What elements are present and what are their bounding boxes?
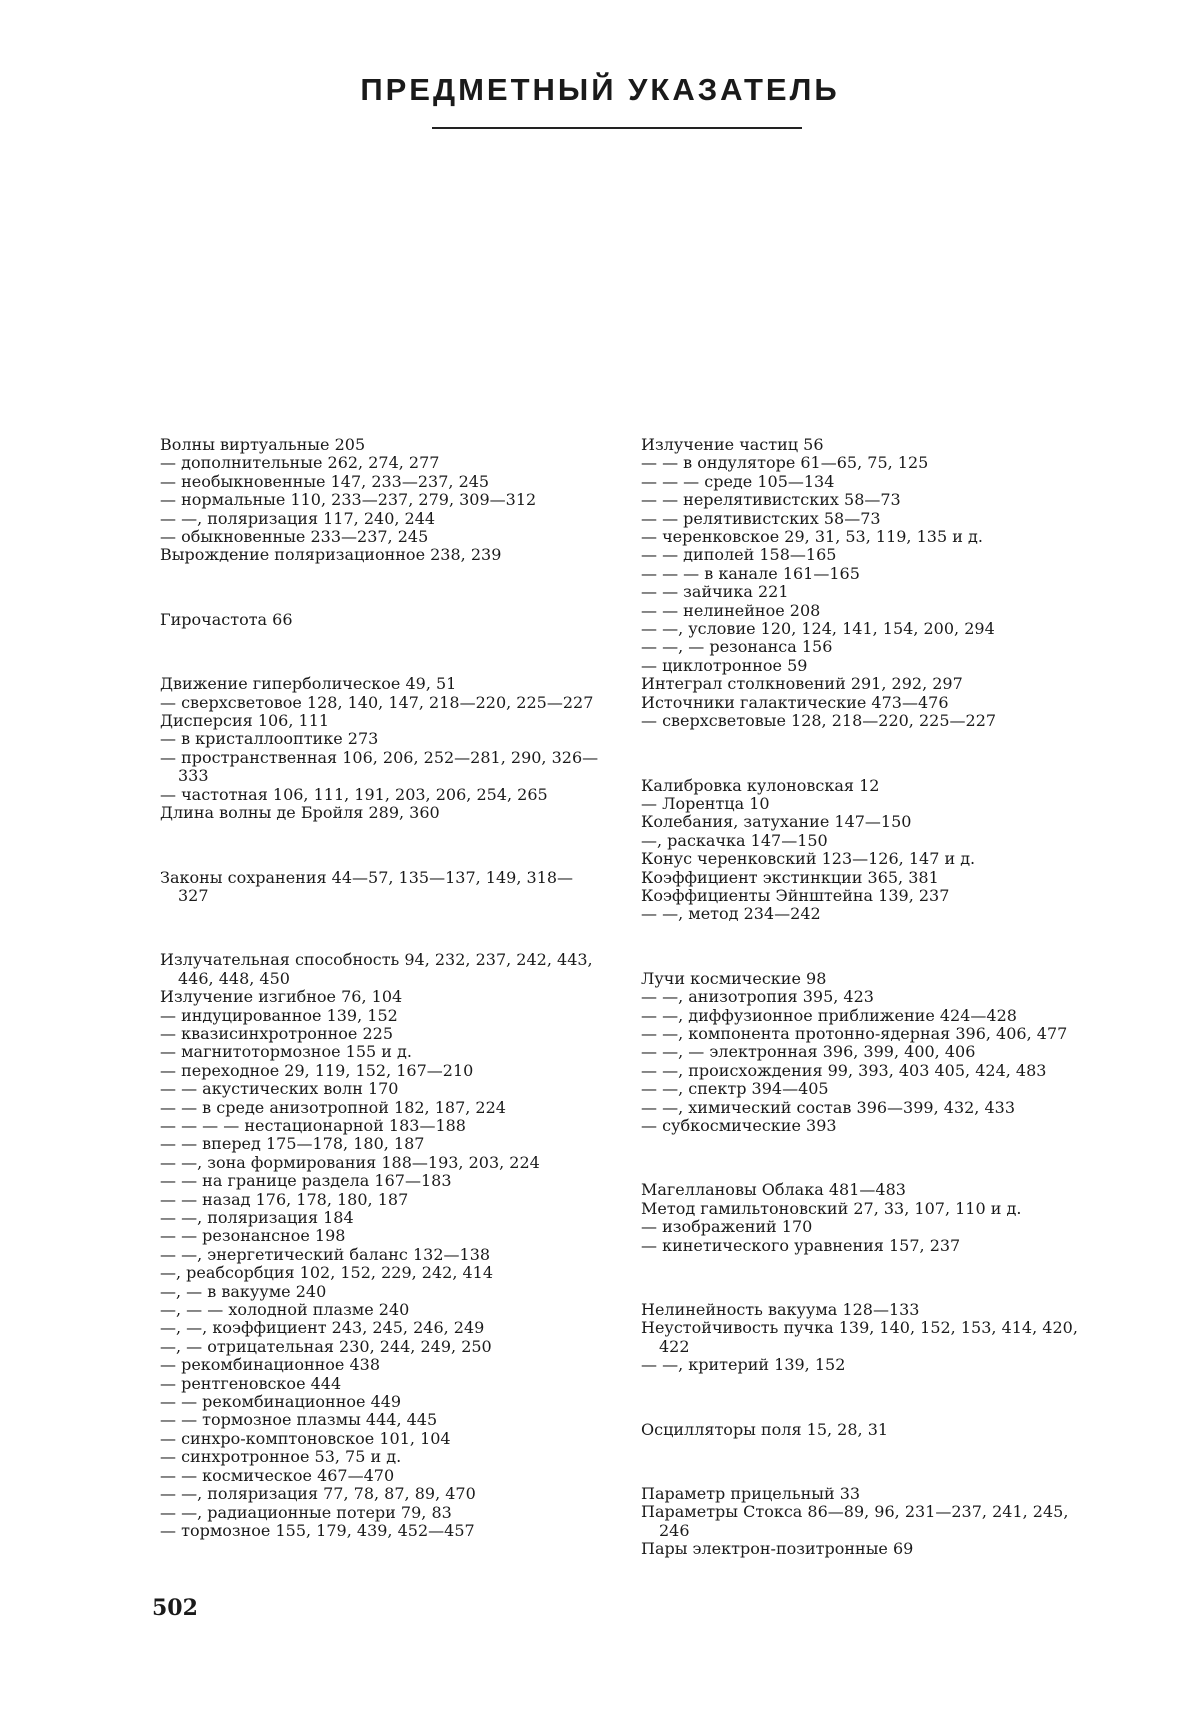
index-entry: — —, — электронная 396, 399, 400, 406 [641, 1042, 976, 1062]
index-entry: — переходное 29, 119, 152, 167—210 [160, 1060, 474, 1080]
index-entry: — — в ондуляторе 61—65, 75, 125 [641, 453, 929, 473]
index-entry: — — резонансное 198 [160, 1226, 346, 1246]
index-entry: Законы сохранения 44—57, 135—137, 149, 318—327 [160, 867, 574, 905]
index-entry: — — релятивистских 58—73 [641, 508, 881, 528]
index-entry: — — рекомбинационное 449 [160, 1392, 402, 1412]
index-entry: Коэффициенты Эйнштейна 139, 237 [641, 885, 950, 905]
index-entry: Параметры Стокса 86—89, 96, 231—237, 241, 245, 246 [641, 1502, 1069, 1540]
index-entry: — —, критерий 139, 152 [641, 1355, 846, 1375]
index-entry: Нелинейность вакуума 128—133 [641, 1300, 920, 1320]
index-entry: — — — — нестационарной 183—188 [160, 1115, 466, 1135]
index-entry: Гирочастота 66 [160, 609, 293, 629]
index-entry: — дополнительные 262, 274, 277 [160, 453, 440, 473]
index-entry: — рентгеновское 444 [160, 1373, 342, 1393]
index-group [160, 869, 600, 906]
index-entry: Пары электрон-позитронные 69 [641, 1539, 914, 1559]
index-entry: Колебания, затухание 147—150 [641, 812, 912, 832]
index-entry: Коэффициент экстинкции 365, 381 [641, 867, 939, 887]
index-entry: Метод гамильтоновский 27, 33, 107, 110 и д. [641, 1198, 1022, 1218]
index-entry: Калибровка кулоновская 12 [641, 775, 880, 795]
index-group [641, 436, 1081, 731]
index-entry: Конус черенковский 123—126, 147 и д. [641, 849, 976, 869]
index-entry: —, раскачка 147—150 [641, 830, 828, 850]
index-entry: Дисперсия 106, 111 [160, 711, 330, 731]
index-group [641, 1485, 1081, 1559]
index-group [160, 436, 600, 565]
index-entry: — субкосмические 393 [641, 1116, 837, 1135]
index-entry: —, — — холодной плазме 240 [160, 1300, 410, 1320]
index-entry: — тормозное 155, 179, 439, 452—457 [160, 1520, 475, 1540]
index-entry: — синхротронное 53, 75 и д. [160, 1447, 402, 1467]
index-entry: — — диполей 158—165 [641, 545, 837, 565]
index-entry: — —, поляризация 77, 78, 87, 89, 470 [160, 1484, 476, 1504]
index-entry: — — нерелятивистских 58—73 [641, 490, 901, 510]
index-entry: — пространственная 106, 206, 252—281, 290, 326—333 [160, 747, 599, 786]
index-entry: — —, энергетический баланс 132—138 [160, 1244, 491, 1264]
index-entry: — — вперед 175—178, 180, 187 [160, 1134, 425, 1154]
index-entry: — Лорентца 10 [641, 793, 770, 813]
index-entry: — обыкновенные 233—237, 245 [160, 527, 429, 547]
index-entry: — —, диффузионное приближение 424—428 [641, 1005, 1017, 1025]
index-entry: — сверхсветовые 128, 218—220, 225—227 [641, 711, 997, 731]
index-entry: — —, поляризация 184 [160, 1208, 354, 1227]
index-group [641, 1181, 1081, 1255]
index-entry: Неустойчивость пучка 139, 140, 152, 153, 414, 420, 422 [641, 1318, 1078, 1356]
index-entry: — —, условие 120, 124, 141, 154, 200, 294 [641, 619, 995, 639]
index-entry: — — на границе раздела 167—183 [160, 1171, 452, 1191]
index-entry: — в кристаллооптике 273 [160, 729, 379, 749]
index-column-left [160, 436, 600, 1540]
page-number: 502 [152, 1595, 198, 1621]
index-entry: Магеллановы Облака 481—483 [641, 1180, 906, 1200]
index-entry: — — космическое 467—470 [160, 1465, 395, 1485]
index-group [160, 951, 600, 1540]
index-entry: — —, спектр 394—405 [641, 1079, 829, 1099]
index-entry: Волны виртуальные 205 [160, 435, 366, 454]
title-rule [432, 127, 802, 129]
index-entry: — —, зона формирования 188—193, 203, 224 [160, 1152, 540, 1172]
index-entry: Осцилляторы поля 15, 28, 31 [641, 1419, 889, 1439]
index-group [641, 777, 1081, 924]
index-entry: — — акустических волн 170 [160, 1079, 399, 1099]
index-entry: — сверхсветовое 128, 140, 147, 218—220, 225—227 [160, 692, 594, 712]
index-entry: Лучи космические 98 [641, 968, 827, 988]
index-group [160, 611, 600, 629]
index-entry: — —, происхождения 99, 393, 403 405, 424, 483 [641, 1060, 1047, 1080]
index-entry: Длина волны де Бройля 289, 360 [160, 803, 440, 823]
index-entry: Излучение изгибное 76, 104 [160, 987, 403, 1007]
index-entry: — — нелинейное 208 [641, 600, 821, 620]
index-entry: — — — среде 105—134 [641, 471, 835, 491]
index-column-right [641, 436, 1081, 1559]
index-entry: — — — в канале 161—165 [641, 563, 860, 583]
index-entry: Излучательная способность 94, 232, 237, 242, 443, 446, 448, 450 [160, 950, 593, 988]
index-group [641, 1301, 1081, 1375]
index-entry: — —, метод 234—242 [641, 904, 821, 924]
index-entry: — — зайчика 221 [641, 582, 789, 602]
index-entry: — —, поляризация 117, 240, 244 [160, 508, 436, 528]
index-entry: — —, радиационные потери 79, 83 [160, 1502, 452, 1522]
index-entry: —, —, коэффициент 243, 245, 246, 249 [160, 1318, 485, 1338]
index-entry: — кинетического уравнения 157, 237 [641, 1235, 961, 1255]
index-entry: — циклотронное 59 [641, 655, 808, 675]
index-entry: —, — отрицательная 230, 244, 249, 250 [160, 1336, 492, 1356]
index-entry: — — тормозное плазмы 444, 445 [160, 1410, 438, 1430]
index-entry: — нормальные 110, 233—237, 279, 309—312 [160, 490, 537, 510]
index-entry: — необыкновенные 147, 233—237, 245 [160, 471, 490, 491]
index-entry: — —, химический состав 396—399, 432, 433 [641, 1097, 1016, 1117]
index-entry: Параметр прицельный 33 [641, 1484, 861, 1504]
index-entry: — синхро-комптоновское 101, 104 [160, 1428, 451, 1448]
index-entry: — магнитотормозное 155 и д. [160, 1042, 412, 1062]
index-entry: — рекомбинационное 438 [160, 1355, 381, 1375]
index-entry: — —, анизотропия 395, 423 [641, 987, 874, 1007]
index-entry: — частотная 106, 111, 191, 203, 206, 254, 265 [160, 784, 548, 804]
index-entry: — —, компонента протонно-ядерная 396, 406, 477 [641, 1023, 1068, 1043]
index-entry: — — назад 176, 178, 180, 187 [160, 1189, 409, 1209]
index-entry: Источники галактические 473—476 [641, 692, 949, 712]
index-entry: — — в среде анизотропной 182, 187, 224 [160, 1097, 506, 1117]
index-group [160, 675, 600, 822]
index-entry: Интеграл столкновений 291, 292, 297 [641, 674, 963, 694]
index-group [641, 1421, 1081, 1439]
index-entry: — квазисинхротронное 225 [160, 1023, 393, 1043]
index-entry: Движение гиперболическое 49, 51 [160, 674, 457, 694]
index-entry: — изображений 170 [641, 1217, 813, 1237]
index-entry: —, — в вакууме 240 [160, 1281, 327, 1301]
index-entry: — индуцированное 139, 152 [160, 1005, 398, 1025]
page-title: ПРЕДМЕТНЫЙ УКАЗАТЕЛЬ [360, 72, 840, 107]
index-entry: Излучение частиц 56 [641, 435, 824, 454]
index-entry: —, реабсорбция 102, 152, 229, 242, 414 [160, 1263, 494, 1283]
index-entry: — —, — резонанса 156 [641, 637, 833, 657]
index-entry: — черенковское 29, 31, 53, 119, 135 и д. [641, 527, 983, 547]
index-entry: Вырождение поляризационное 238, 239 [160, 545, 502, 565]
index-group [641, 970, 1081, 1136]
